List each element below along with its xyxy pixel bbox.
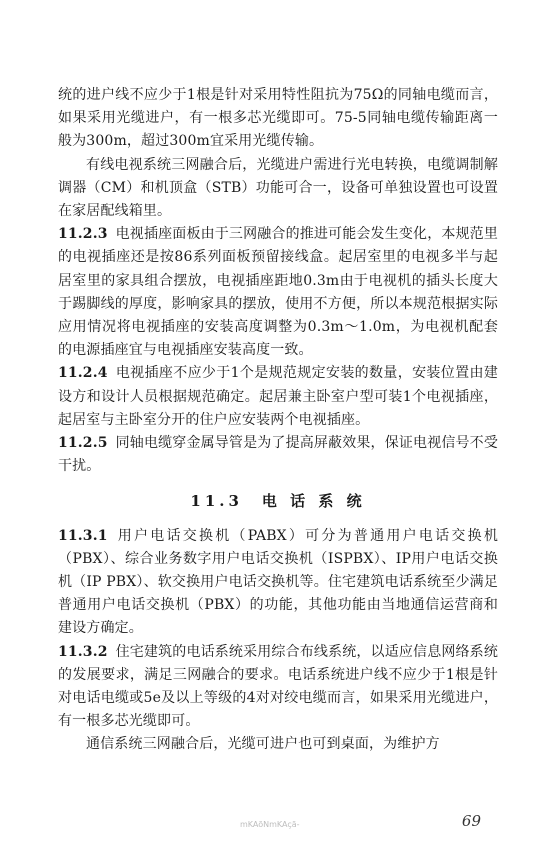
clause-11-2-4 — [58, 362, 498, 432]
clause-number: 11.2.4 — [58, 365, 108, 382]
clause-text: 用户电话交换机（PABX）可分为普通用户电话交换机（PBX）、综合业务数字用户电话交换机（ISPBX）、IP用户电话交换机（IP PBX）、软交换用户电话交换机等。住宅建筑电话系统至少满足普通用户电话交换机（PBX）的功能，其他功能由当地通信运营商和建设方确定。 — [58, 527, 498, 637]
clause-text: 电视插座不应少于1个是规范规定安装的数量，安装位置由建设方和设计人员根据规范确定。起居兼主卧室户型可装1个电视插座，起居室与主卧室分开的住户应安装两个电视插座。 — [58, 365, 498, 428]
page-number: 69 — [461, 812, 481, 830]
clause-text: 同轴电缆穿金属导管是为了提高屏蔽效果，保证电视信号不受干扰。 — [58, 435, 498, 475]
clause-11-3-2 — [58, 641, 498, 734]
paragraph — [58, 84, 498, 154]
paragraph — [58, 154, 498, 224]
paragraph-text: 统的进户线不应少于1根是针对采用特性阻抗为75Ω的同轴电缆而言，如果采用光缆进户，有一根多芯光缆即可。75-5同轴电缆传输距离一般为300m，超过300m宜采用光缆传输。 — [58, 87, 498, 150]
footer-watermark: mKAõNmKAçã- — [240, 820, 300, 829]
paragraph — [58, 733, 498, 756]
section-title: 11.3 电 话 系 统 — [190, 492, 366, 511]
clause-number: 11.3.2 — [58, 643, 108, 660]
clause-11-3-1 — [58, 525, 498, 641]
paragraph-text: 通信系统三网融合后，光缆可进户也可到桌面，为维护方 — [86, 736, 440, 753]
clause-number: 11.3.1 — [58, 527, 108, 544]
clause-number: 11.2.5 — [58, 435, 108, 452]
clause-text: 住宅建筑的电话系统采用综合布线系统，以适应信息网络系统的发展要求，满足三网融合的要求。电话系统进户线不应少于1根是针对电话电缆或5e及以上等级的4对对绞电缆而言，如果采用光缆进户，有一根多芯光缆即可。 — [58, 643, 498, 730]
clause-11-2-3 — [58, 223, 498, 362]
clause-number: 11.2.3 — [58, 226, 108, 243]
body-text — [58, 84, 498, 757]
clause-11-2-5 — [58, 432, 498, 478]
paragraph-text: 有线电视系统三网融合后，光缆进户需进行光电转换，电缆调制解调器（CM）和机顶盒（STB）功能可合一，设备可单独设置也可设置在家居配线箱里。 — [58, 156, 498, 220]
clause-text: 电视插座面板由于三网融合的推进可能会发生变化，本规范里的电视插座还是按86系列面板预留接线盒。起居室里的电视多半与起居室里的家具组合摆放，电视插座距地0.3m由于电视机的插头长度大于踢脚线的厚度，影响家具的摆放，使用不方便，所以本规范根据实际应用情况将电视插座的安装高度调整为0.3m～1.0m，为电视机配套的电源插座宜与电视插座安装高度一致。 — [58, 226, 498, 359]
